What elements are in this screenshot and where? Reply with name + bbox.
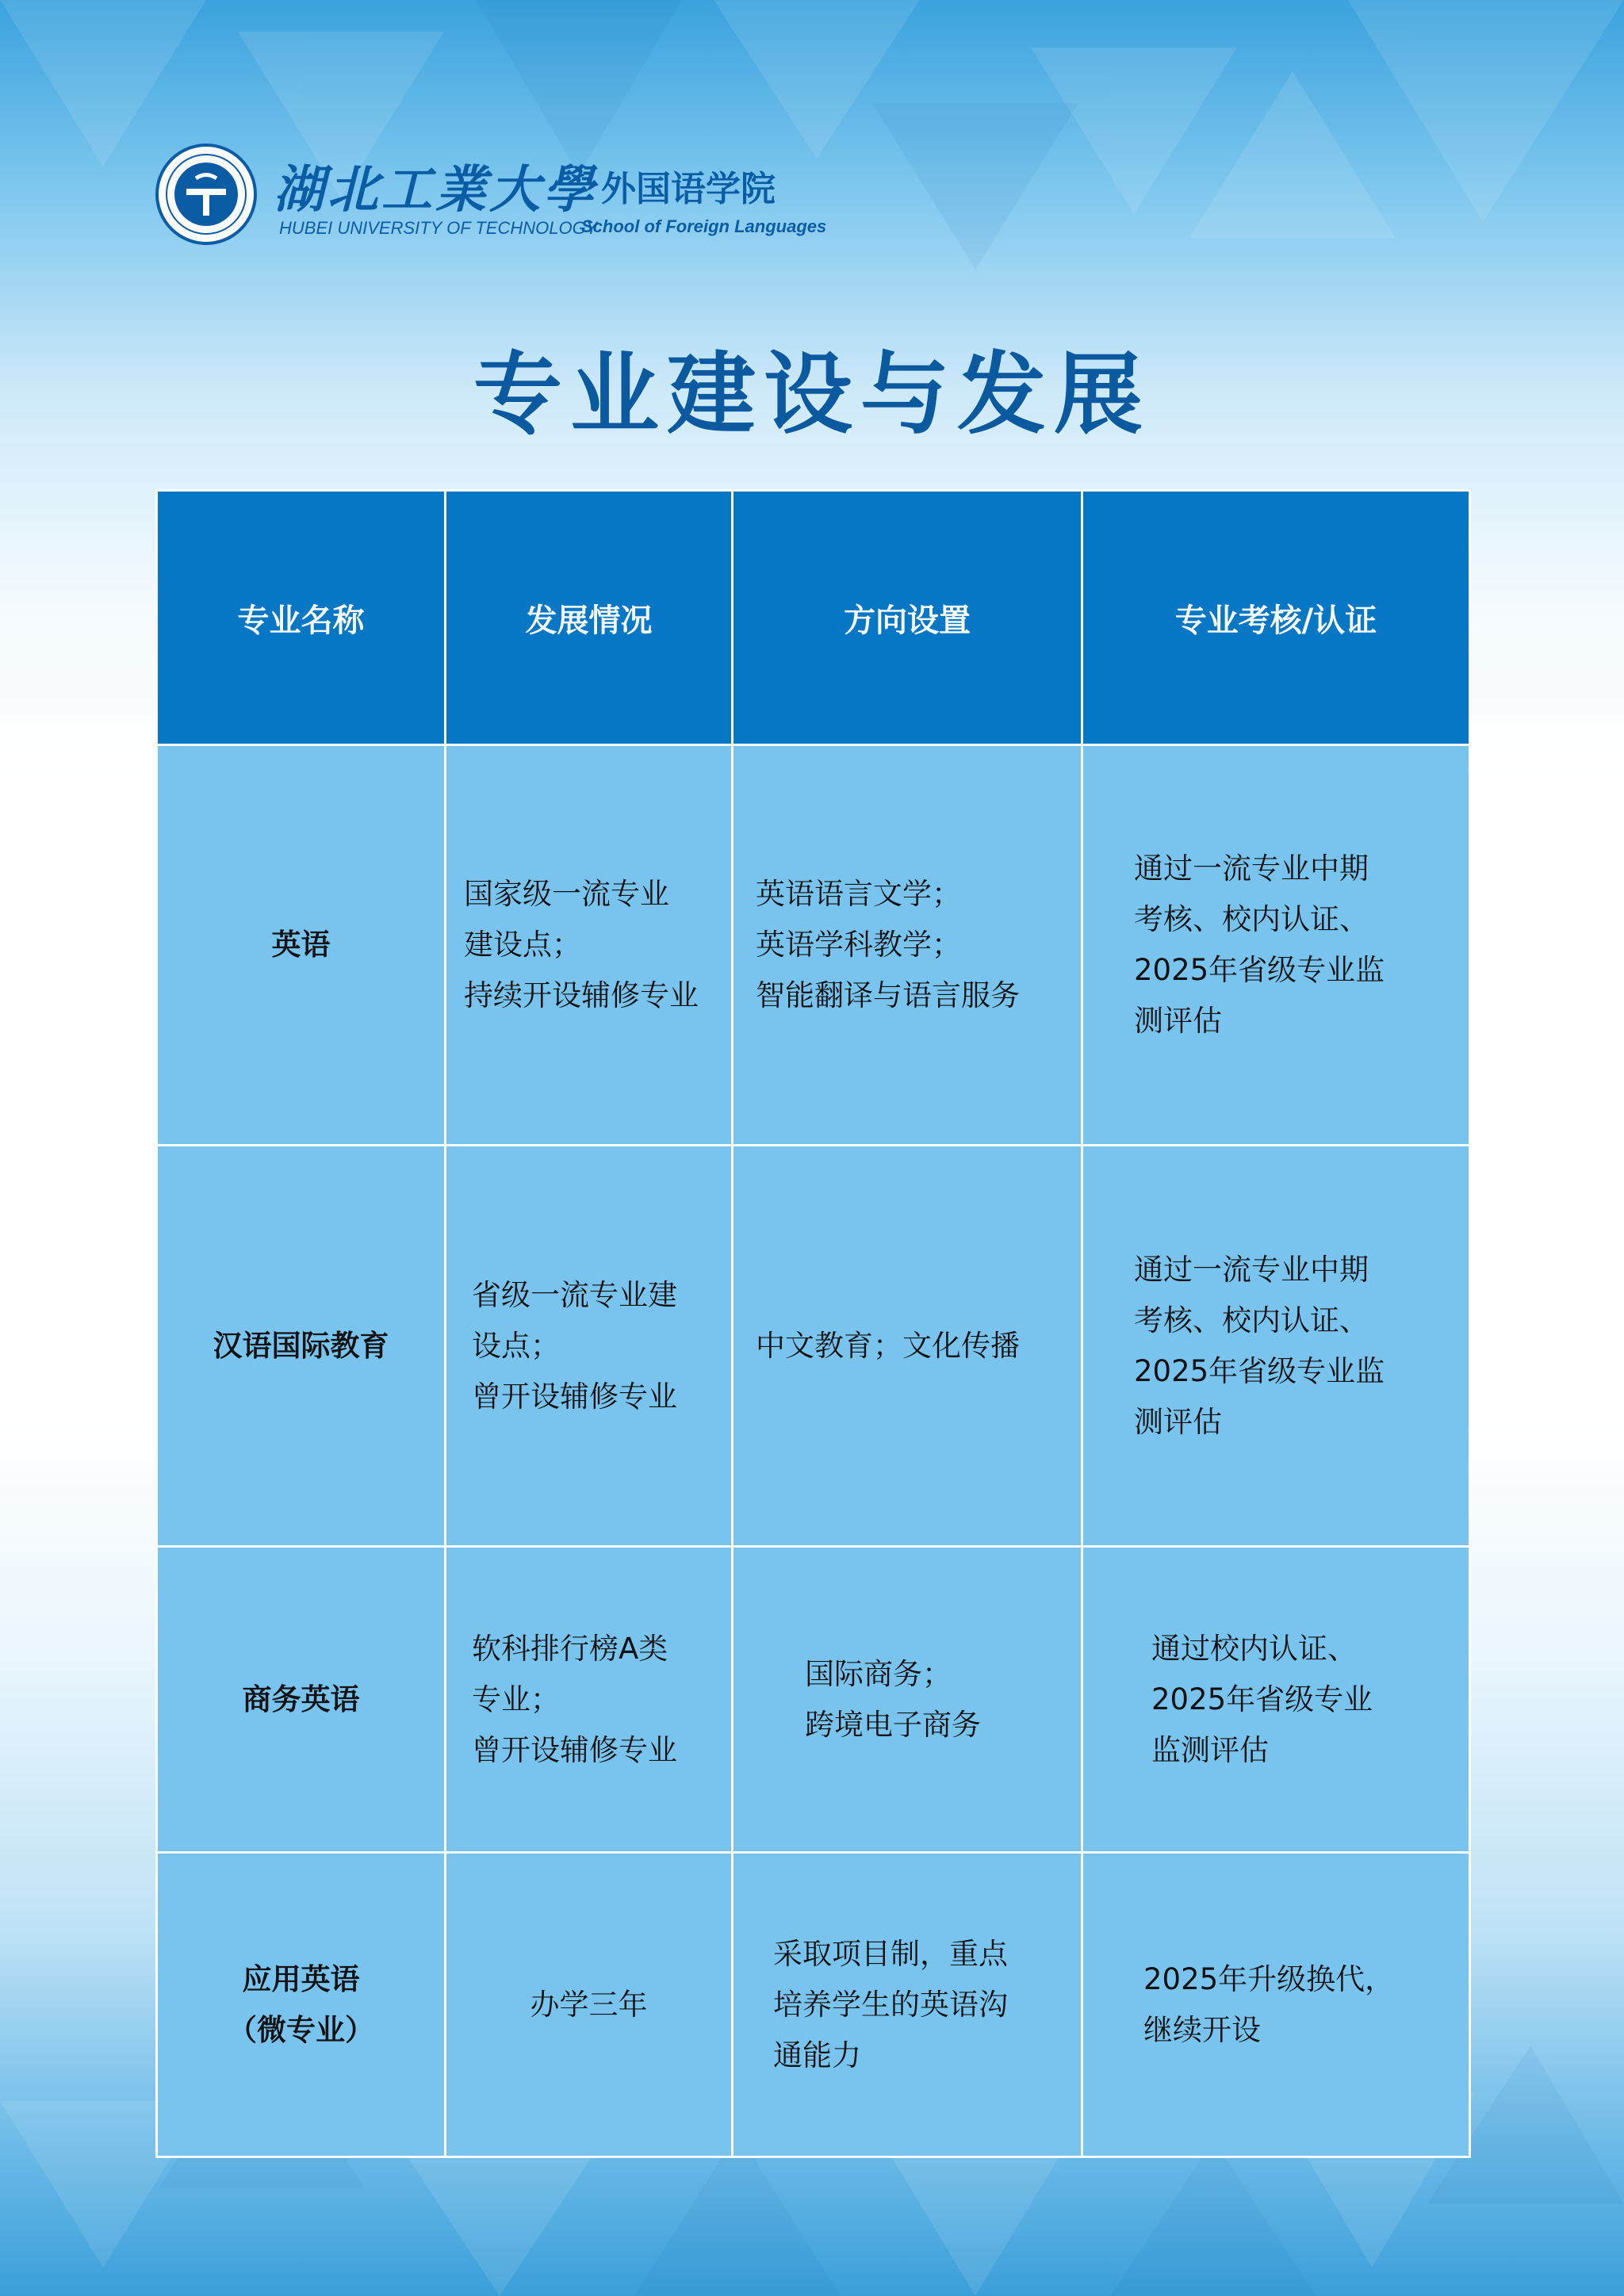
program-name: 英语 bbox=[157, 745, 446, 1146]
institution-header bbox=[155, 143, 868, 250]
assessment-cell: 通过校内认证、 2025年省级专业 监测评估 bbox=[1082, 1547, 1470, 1853]
directions-cell: 国际商务； 跨境电子商务 bbox=[733, 1547, 1082, 1853]
development-cell: 办学三年 bbox=[446, 1853, 733, 2157]
university-seal-icon bbox=[155, 143, 258, 246]
programs-table bbox=[155, 489, 1471, 2158]
table-header-row bbox=[157, 491, 1470, 745]
school-name-cn: 外国语学院 bbox=[601, 169, 776, 209]
assessment-cell: 通过一流专业中期 考核、校内认证、 2025年省级专业监 测评估 bbox=[1082, 1146, 1470, 1547]
assessment-cell: 通过一流专业中期 考核、校内认证、 2025年省级专业监 测评估 bbox=[1082, 745, 1470, 1146]
table-row bbox=[157, 1146, 1470, 1547]
table-row bbox=[157, 745, 1470, 1146]
development-cell: 国家级一流专业 建设点； 持续开设辅修专业 bbox=[446, 745, 733, 1146]
directions-cell: 中文教育；文化传播 bbox=[733, 1146, 1082, 1547]
column-header-program: 专业名称 bbox=[157, 491, 446, 745]
development-cell: 软科排行榜A类 专业； 曾开设辅修专业 bbox=[446, 1547, 733, 1853]
page-title: 专业建设与发展 bbox=[473, 342, 1151, 446]
table-row bbox=[157, 1547, 1470, 1853]
program-name: 应用英语 （微专业） bbox=[157, 1853, 446, 2157]
university-name-cn: 湖北工業大學 bbox=[274, 160, 597, 220]
university-name-en: HUBEI UNIVERSITY OF TECHNOLOGY bbox=[279, 218, 598, 238]
school-name-en: School of Foreign Languages bbox=[581, 216, 827, 236]
column-header-directions: 方向设置 bbox=[733, 491, 1082, 745]
assessment-cell: 2025年升级换代， 继续开设 bbox=[1082, 1853, 1470, 2157]
development-cell: 省级一流专业建 设点； 曾开设辅修专业 bbox=[446, 1146, 733, 1547]
program-name: 汉语国际教育 bbox=[157, 1146, 446, 1547]
table-row bbox=[157, 1853, 1470, 2157]
column-header-assessment: 专业考核/认证 bbox=[1082, 491, 1470, 745]
program-name: 商务英语 bbox=[157, 1547, 446, 1853]
directions-cell: 采取项目制，重点 培养学生的英语沟 通能力 bbox=[733, 1853, 1082, 2157]
directions-cell: 英语语言文学； 英语学科教学； 智能翻译与语言服务 bbox=[733, 745, 1082, 1146]
column-header-development: 发展情况 bbox=[446, 491, 733, 745]
